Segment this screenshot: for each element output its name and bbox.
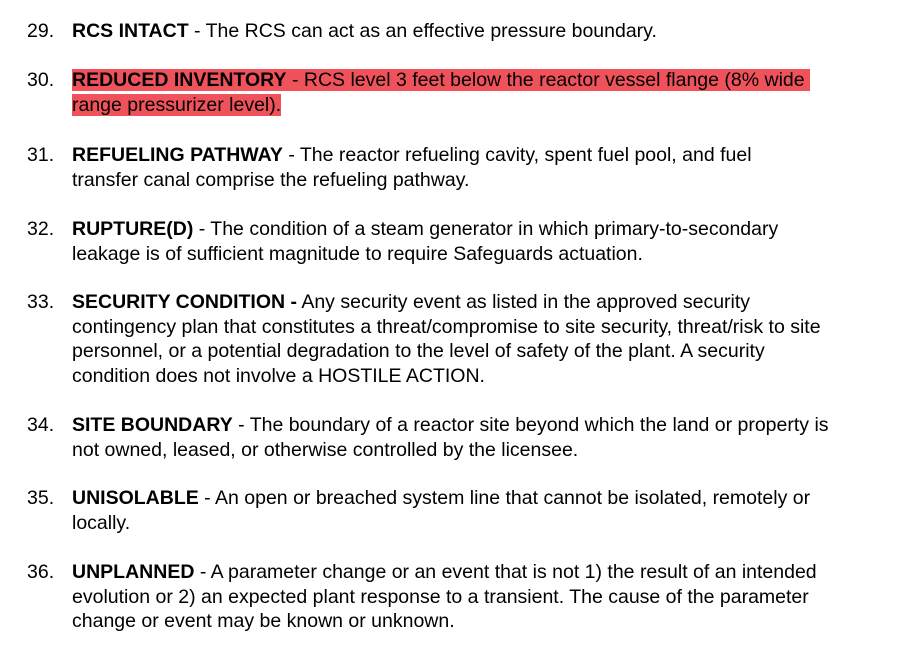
definition-line — [72, 486, 912, 511]
definition-term: RCS INTACT — [72, 20, 189, 42]
definition-line — [72, 609, 912, 634]
definition-text: contingency plan that constitutes a threat/compromise to site security, threat/risk to site — [72, 315, 821, 338]
definition-line — [72, 315, 912, 340]
definition-term: REDUCED INVENTORY — [72, 69, 287, 91]
definition-line — [72, 511, 912, 536]
definition-term: RUPTURE(D) — [72, 218, 194, 240]
item-number: 31. — [27, 144, 55, 166]
definition-line — [72, 339, 912, 364]
item-number: 32. — [27, 218, 55, 240]
definition-body — [72, 143, 912, 192]
definition-term: UNPLANNED — [72, 561, 195, 583]
definition-body — [72, 560, 912, 634]
item-number: 34. — [27, 414, 55, 436]
definition-line — [72, 217, 912, 242]
definition-line — [72, 438, 912, 463]
definition-term: SECURITY CONDITION - — [72, 291, 297, 313]
definition-text: change or event may be known or unknown. — [72, 610, 455, 632]
definition-term: SITE BOUNDARY — [72, 414, 233, 436]
definition-text: - The condition of a steam generator in which primary-to-secondary — [193, 218, 779, 240]
definition-body — [72, 217, 912, 266]
item-number: 35. — [27, 487, 55, 509]
item-number: 29. — [27, 20, 55, 42]
definition-body — [72, 19, 912, 44]
definition-text: transfer canal comprise the refueling pathway. — [72, 168, 470, 191]
definition-text: - A parameter change or an event that is not 1) the result of an intended — [194, 561, 817, 583]
definition-term: UNISOLABLE — [72, 487, 199, 509]
highlight-mark — [72, 94, 281, 116]
definition-body — [72, 486, 912, 535]
definition-text: condition does not involve a HOSTILE ACTION. — [72, 364, 485, 387]
definition-body — [72, 68, 912, 117]
definition-line — [72, 290, 912, 315]
definition-text: range pressurizer level). — [72, 93, 282, 116]
definition-line — [72, 364, 912, 389]
definition-line — [72, 242, 912, 267]
definition-line — [72, 93, 912, 118]
item-number: 33. — [27, 291, 55, 313]
definition-line — [72, 585, 912, 610]
definition-text: - The RCS can act as an effective pressure boundary. — [188, 20, 657, 42]
definition-text: locally. — [72, 511, 131, 534]
definition-text: evolution or 2) an expected plant response to a transient. The cause of the parameter — [72, 585, 809, 608]
definition-line — [72, 560, 912, 585]
definition-text: personnel, or a potential degradation to the level of safety of the plant. A security — [72, 340, 765, 362]
definition-text: not owned, leased, or otherwise controlled by the licensee. — [72, 438, 579, 461]
definition-text: Any security event as listed in the approved security — [296, 291, 751, 313]
highlight-mark — [72, 69, 810, 91]
item-number: 30. — [27, 69, 55, 91]
definition-line — [72, 168, 912, 193]
definition-text: leakage is of sufficient magnitude to require Safeguards actuation. — [72, 242, 643, 265]
item-number: 36. — [27, 561, 55, 583]
definition-body — [72, 290, 912, 388]
definition-line — [72, 413, 912, 438]
definition-line — [72, 143, 912, 168]
definition-text: - The reactor refueling cavity, spent fuel pool, and fuel — [282, 144, 752, 166]
definition-text: - RCS level 3 feet below the reactor vessel flange (8% wide — [286, 69, 805, 91]
definition-line — [72, 68, 912, 93]
definition-line — [72, 19, 912, 44]
definition-text: - The boundary of a reactor site beyond which the land or property is — [232, 414, 829, 436]
definition-term: REFUELING PATHWAY — [72, 144, 283, 166]
definition-text: - An open or breached system line that cannot be isolated, remotely or — [198, 487, 811, 509]
definition-body — [72, 413, 912, 462]
